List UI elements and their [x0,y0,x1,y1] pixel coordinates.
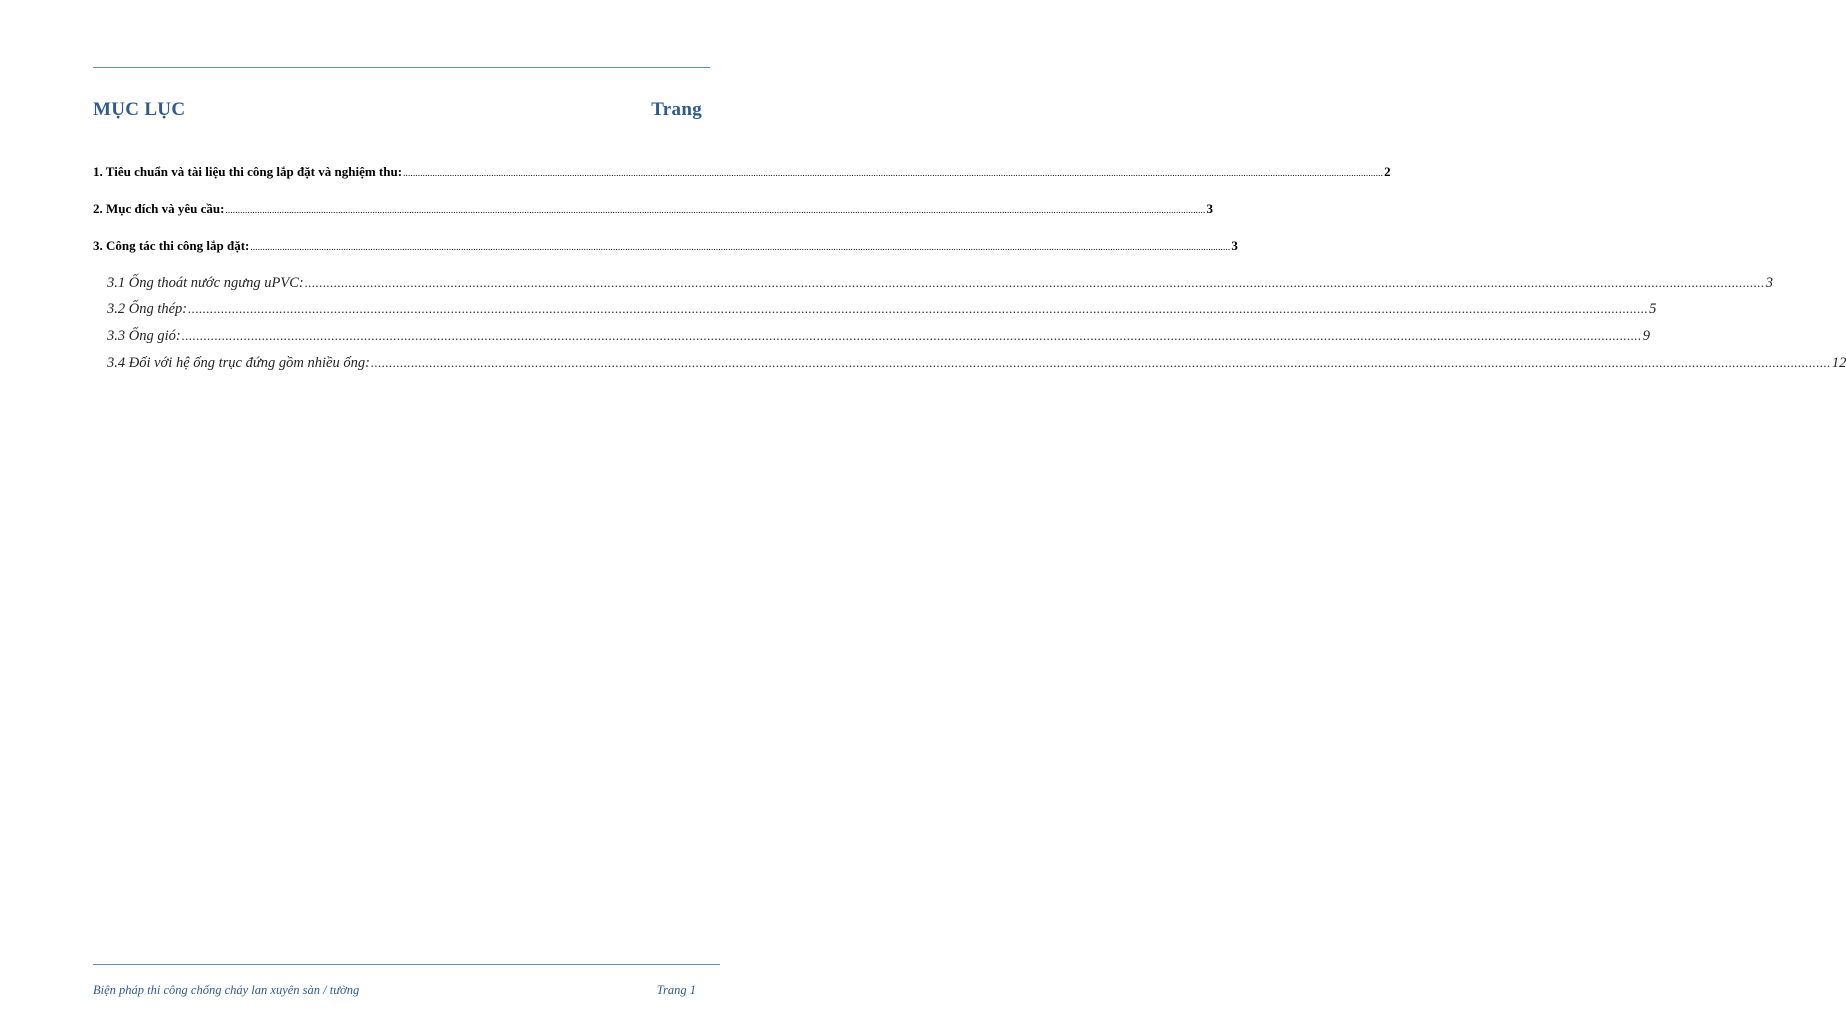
toc-entry-label: 1. Tiêu chuẩn và tài liệu thi công lắp đặt và nghiệm thu: [93,164,403,179]
toc-entry-label: 3.2 Ống thép: [107,301,188,317]
toc-entry-2[interactable] [93,201,1213,217]
dot-leader: ................................................................................................................................................................................................................................................................................................................................................................................................................ [403,168,1384,178]
toc-entry-page: 2 [1384,164,1391,179]
toc-title: MỤC LỤC [93,99,186,120]
toc-page-label: Trang [651,99,702,120]
dot-leader: ................................................................................................................................................................................................................................................................................................................................................................................................................ [188,301,1649,316]
page-footer [93,983,696,998]
toc-entry-label: 2. Mục đích và yêu cầu: [93,201,225,216]
footer-document-title: Biện pháp thi công chống cháy lan xuyên sàn / tường [93,983,360,997]
toc-entry-label: 3.4 Đối với hệ ống trục đứng gồm nhiều ống: [107,355,370,371]
header-rule [93,67,710,68]
footer-page-number: Trang 1 [656,983,696,997]
toc-entry-page: 12 [1831,355,1846,371]
dot-leader: ................................................................................................................................................................................................................................................................................................................................................................................................................ [225,205,1206,215]
toc-heading [93,99,702,121]
toc-entry-3-4[interactable] [93,355,1846,372]
dot-leader: ................................................................................................................................................................................................................................................................................................................................................................................................................ [304,275,1765,290]
footer-rule [93,964,720,965]
toc-entry-page: 9 [1642,328,1650,344]
toc-entry-3-1[interactable] [93,275,1773,292]
toc-entry-page: 5 [1649,301,1657,317]
toc-entry-1[interactable] [93,164,1391,180]
toc-entry-page: 3 [1231,238,1238,253]
toc-entry-3-3[interactable] [93,328,1650,345]
toc-entry-label: 3. Công tác thi công lắp đặt: [93,238,250,253]
toc-entry-label: 3.3 Ống gió: [107,328,181,344]
dot-leader: ................................................................................................................................................................................................................................................................................................................................................................................................................ [370,355,1831,370]
toc-entry-page: 3 [1206,201,1213,216]
dot-leader: ................................................................................................................................................................................................................................................................................................................................................................................................................ [250,242,1231,252]
dot-leader: ................................................................................................................................................................................................................................................................................................................................................................................................................ [181,328,1642,343]
toc-entry-label: 3.1 Ống thoát nước ngưng uPVC: [107,275,304,291]
toc-entry-page: 3 [1765,275,1773,291]
toc-entry-3[interactable] [93,238,1238,254]
toc-entry-3-2[interactable] [93,301,1657,318]
